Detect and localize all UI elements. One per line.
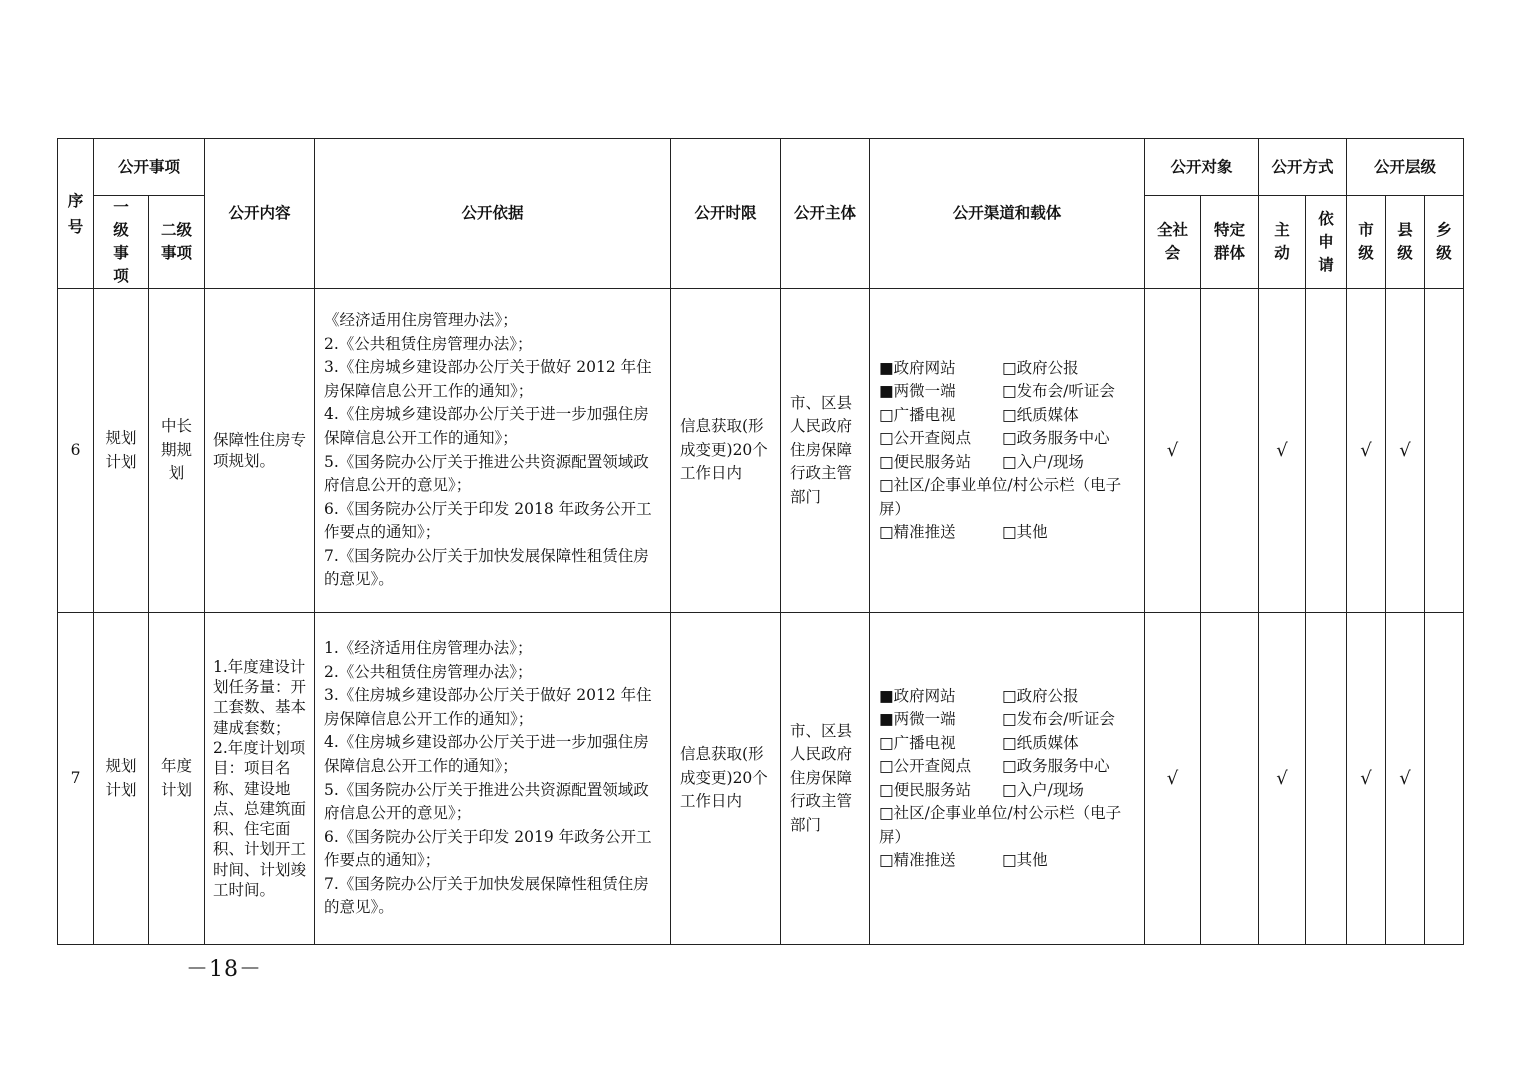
row-tier-city: √ bbox=[1347, 613, 1386, 945]
basis-item: 7.《国务院办公厅关于加快发展保障性租赁住房的意见》。 bbox=[324, 874, 649, 917]
channel-tv: □广播电视 bbox=[879, 405, 956, 424]
header-content: 公开内容 bbox=[205, 139, 315, 289]
row-mode-active: √ bbox=[1259, 613, 1306, 945]
row-tier-city: √ bbox=[1347, 289, 1386, 613]
header-tier: 公开层级 bbox=[1347, 139, 1464, 196]
content-line: 1.年度建设计划任务量：开工套数、基本建成套数； bbox=[213, 657, 307, 737]
header-mode-active: 主动 bbox=[1259, 196, 1306, 289]
header-time-limit: 公开时限 bbox=[671, 139, 781, 289]
row-index: 7 bbox=[58, 613, 94, 945]
basis-item: 5.《国务院办公厅关于推进公共资源配置领域政府信息公开的意见》； bbox=[324, 452, 649, 495]
basis-item: 2.《公共租赁住房管理办法》； bbox=[324, 662, 533, 681]
row-content bbox=[205, 289, 315, 613]
channel-service-center: □政务服务中心 bbox=[1002, 757, 1110, 775]
header-target-specific: 特定群体 bbox=[1201, 196, 1259, 289]
header-channels: 公开渠道和载体 bbox=[870, 139, 1145, 289]
header-matter: 公开事项 bbox=[94, 139, 205, 196]
header-mode: 公开方式 bbox=[1259, 139, 1347, 196]
channel-station: □便民服务站 bbox=[879, 780, 972, 799]
channel-gazette: □政府公报 bbox=[1002, 686, 1079, 705]
basis-item: 4.《住房城乡建设部办公厅关于进一步加强住房保障信息公开工作的通知》； bbox=[324, 733, 649, 775]
row-mode-request bbox=[1306, 289, 1347, 613]
row-time-limit: 信息获取(形成变更)20个工作日内 bbox=[671, 289, 781, 613]
row-level1: 规划计划 bbox=[94, 289, 149, 613]
channel-tv: □广播电视 bbox=[879, 733, 956, 752]
header-tier-city: 市级 bbox=[1347, 196, 1386, 289]
channel-service-center: □政务服务中心 bbox=[1002, 429, 1110, 447]
row-subject: 市、区县人民政府住房保障行政主管部门 bbox=[781, 613, 870, 945]
row-target-specific bbox=[1201, 289, 1259, 613]
row-tier-county: √ bbox=[1386, 289, 1425, 613]
basis-item: 5.《国务院办公厅关于推进公共资源配置领域政府信息公开的意见》； bbox=[324, 780, 649, 823]
disclosure-table bbox=[57, 138, 1464, 945]
channel-press: □发布会/听证会 bbox=[1002, 382, 1115, 400]
channel-push: □精准推送 bbox=[879, 851, 956, 869]
row-target-all: √ bbox=[1145, 289, 1201, 613]
basis-item: 7.《国务院办公厅关于加快发展保障性租赁住房的意见》。 bbox=[324, 546, 649, 589]
header-tier-town: 乡级 bbox=[1425, 196, 1464, 289]
channel-lookup: □公开查阅点 bbox=[879, 757, 972, 775]
channel-other: □其他 bbox=[1002, 851, 1048, 869]
basis-item: 6.《国务院办公厅关于印发 2018 年政务公开工作要点的通知》； bbox=[324, 499, 652, 542]
row-target-specific bbox=[1201, 613, 1259, 945]
header-mode-request: 依申请 bbox=[1306, 196, 1347, 289]
table-row bbox=[58, 289, 1464, 613]
page-number: －18－ bbox=[186, 957, 262, 982]
basis-item: 3.《住房城乡建设部办公厅关于做好 2012 年住房保障信息公开工作的通知》； bbox=[324, 686, 652, 728]
row-basis bbox=[315, 613, 671, 945]
basis-item: 3.《住房城乡建设部办公厅关于做好 2012 年住房保障信息公开工作的通知》； bbox=[324, 358, 652, 400]
channel-gazette: □政府公报 bbox=[1002, 358, 1079, 377]
header-level2: 二级事项 bbox=[149, 196, 205, 289]
channel-lookup: □公开查阅点 bbox=[879, 429, 972, 447]
channel-weixin: ■两微一端 bbox=[879, 710, 956, 728]
basis-item: 《经济适用住房管理办法》； bbox=[324, 310, 518, 329]
channel-press: □发布会/听证会 bbox=[1002, 710, 1115, 728]
content-line: 2.年度计划项目：项目名称、建设地点、总建筑面积、住宅面积、计划开工时间、计划竣工时间。 bbox=[213, 738, 307, 899]
header-subject: 公开主体 bbox=[781, 139, 870, 289]
channel-station: □便民服务站 bbox=[879, 452, 972, 471]
basis-item: 6.《国务院办公厅关于印发 2019 年政务公开工作要点的通知》； bbox=[324, 827, 652, 870]
row-subject: 市、区县人民政府住房保障行政主管部门 bbox=[781, 289, 870, 613]
channel-grid bbox=[879, 685, 1136, 873]
basis-item: 4.《住房城乡建设部办公厅关于进一步加强住房保障信息公开工作的通知》； bbox=[324, 405, 649, 447]
basis-item: 1.《经济适用住房管理办法》； bbox=[324, 638, 533, 657]
row-mode-active: √ bbox=[1259, 289, 1306, 613]
row-index: 6 bbox=[58, 289, 94, 613]
header-target: 公开对象 bbox=[1145, 139, 1259, 196]
header-tier-county: 县级 bbox=[1386, 196, 1425, 289]
channel-website: ■政府网站 bbox=[879, 358, 956, 377]
row-content bbox=[205, 613, 315, 945]
row-tier-town bbox=[1425, 613, 1464, 945]
row-time-limit: 信息获取(形成变更)20个工作日内 bbox=[671, 613, 781, 945]
row-tier-town bbox=[1425, 289, 1464, 613]
channel-push: □精准推送 bbox=[879, 523, 956, 541]
basis-item: 2.《公共租赁住房管理办法》； bbox=[324, 334, 533, 353]
channel-door: □入户/现场 bbox=[1002, 452, 1084, 471]
channel-paper: □纸质媒体 bbox=[1002, 733, 1079, 752]
channel-website: ■政府网站 bbox=[879, 686, 956, 705]
header-row-1 bbox=[58, 139, 1464, 196]
row-tier-county: √ bbox=[1386, 613, 1425, 945]
channel-other: □其他 bbox=[1002, 523, 1048, 541]
row-channels bbox=[870, 613, 1145, 945]
row-level2: 中长期规划 bbox=[149, 289, 205, 613]
row-mode-request bbox=[1306, 613, 1347, 945]
channel-grid bbox=[879, 357, 1136, 545]
row-basis bbox=[315, 289, 671, 613]
channel-board: □社区/企事业单位/村公示栏（电子屏） bbox=[879, 804, 1122, 846]
channel-weixin: ■两微一端 bbox=[879, 382, 956, 400]
channel-board: □社区/企事业单位/村公示栏（电子屏） bbox=[879, 476, 1122, 518]
row-level2: 年度计划 bbox=[149, 613, 205, 945]
channel-door: □入户/现场 bbox=[1002, 780, 1084, 799]
row-level1: 规划计划 bbox=[94, 613, 149, 945]
header-target-all: 全社会 bbox=[1145, 196, 1201, 289]
header-index: 序号 bbox=[58, 139, 94, 289]
row-channels bbox=[870, 289, 1145, 613]
table-row bbox=[58, 613, 1464, 945]
channel-paper: □纸质媒体 bbox=[1002, 405, 1079, 424]
header-level1: 一级事项 bbox=[94, 196, 149, 289]
header-basis: 公开依据 bbox=[315, 139, 671, 289]
row-target-all: √ bbox=[1145, 613, 1201, 945]
content-line: 保障性住房专项规划。 bbox=[213, 431, 307, 470]
